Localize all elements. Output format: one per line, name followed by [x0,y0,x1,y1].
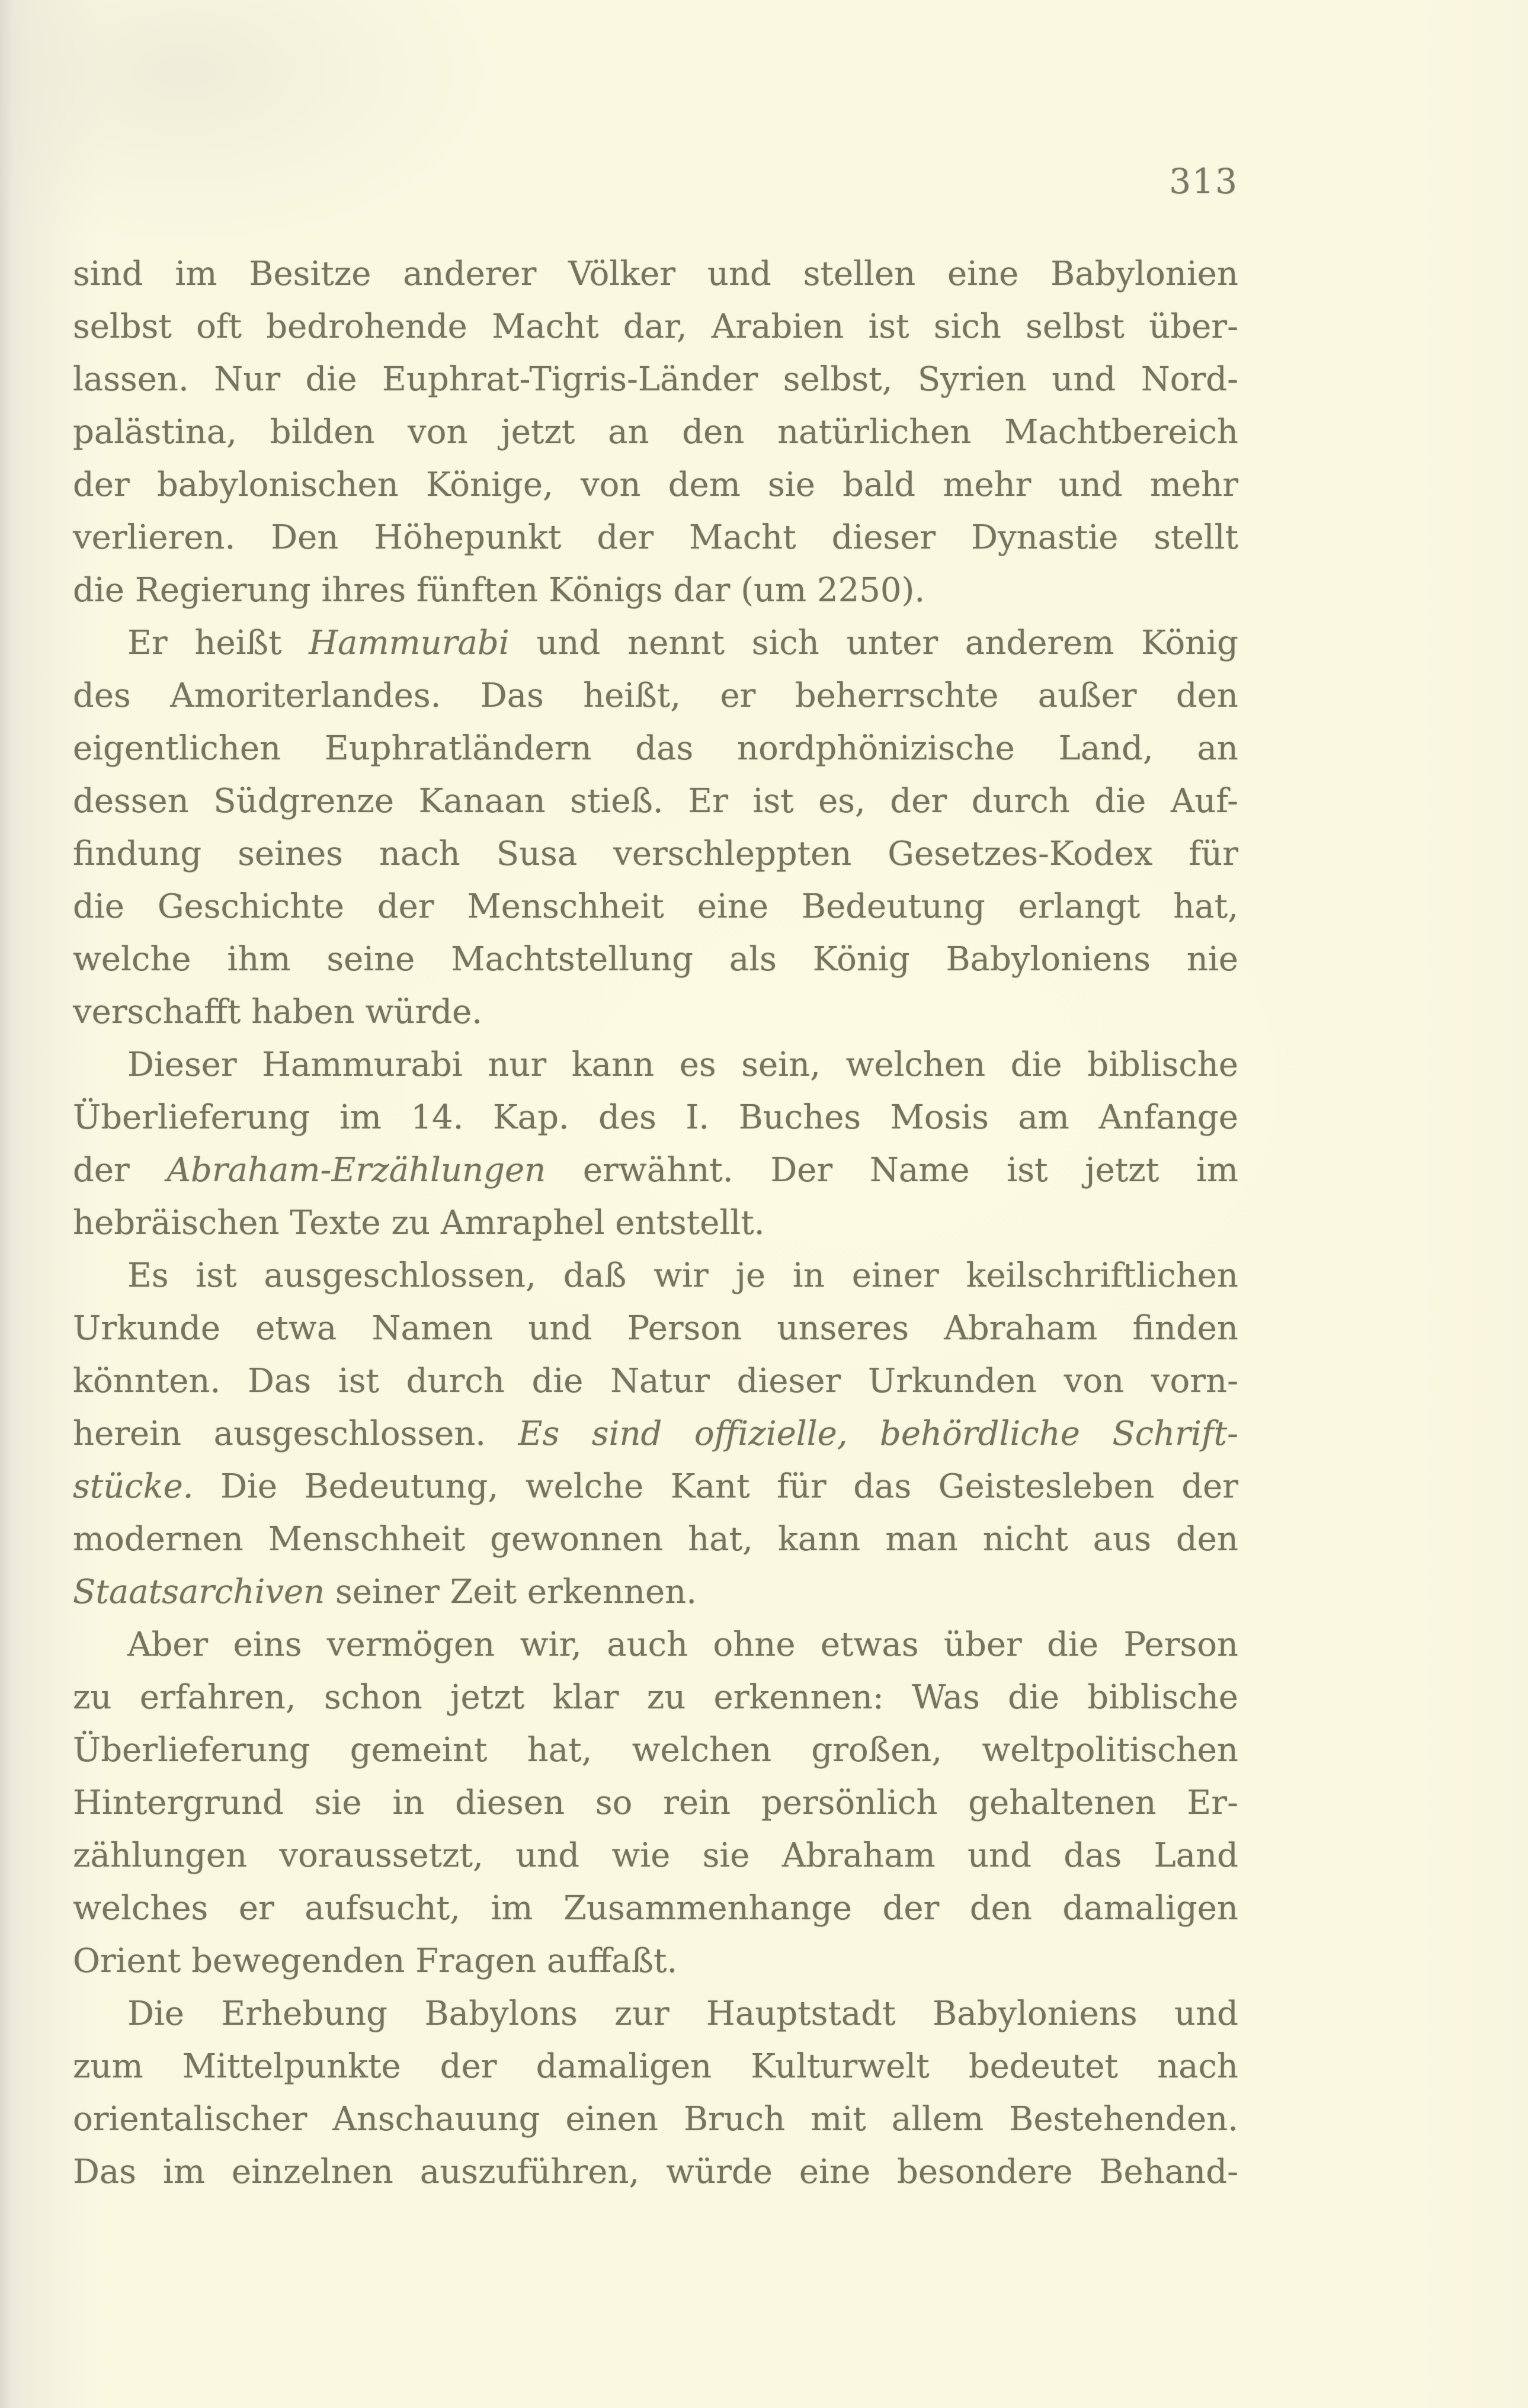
text-block [73,248,1238,2198]
text-segment: Überlieferung gemeint hat, welchen großen, weltpolitischen [73,1731,1238,1769]
text-line [73,722,1238,775]
text-line [73,300,1238,353]
page-number: 313 [1169,161,1238,201]
text-segment: die Geschichte der Menschheit eine Bedeutung erlangt hat, [73,887,1238,926]
text-segment: und nennt sich unter anderem König [509,624,1239,662]
text-segment: orientalischer Anschauung einen Bruch mit allem Bestehenden. [73,2100,1238,2138]
text-line [73,353,1238,406]
text-line [73,1513,1238,1566]
text-segment: Aber eins vermögen wir, auch ohne etwas über die Person [127,1625,1238,1664]
text-line [73,933,1238,986]
text-line [73,1197,1238,1249]
text-segment: Das im einzelnen auszuführen, würde eine besondere Behand- [73,2153,1238,2191]
text-line [73,1460,1238,1513]
text-line [73,880,1238,933]
text-segment: Hintergrund sie in diesen so rein persönlich gehaltenen Er- [73,1784,1238,1822]
text-line [73,458,1238,511]
text-segment: erwähnt. Der Name ist jetzt im [546,1151,1239,1189]
text-segment: könnten. Das ist durch die Natur dieser Urkunden von vorn- [73,1362,1238,1400]
text-segment: des Amoriterlandes. Das heißt, er beherrschte außer den [73,676,1238,715]
text-line [73,1829,1238,1882]
text-line [73,1935,1238,1987]
text-segment-italic: Hammurabi [309,624,510,662]
text-segment: Die Erhebung Babylons zur Hauptstadt Babyloniens und [127,1995,1238,2033]
text-line [73,1038,1238,1091]
text-segment: Es ist ausgeschlossen, daß wir je in einer keilschriftlichen [127,1256,1238,1295]
text-line [73,775,1238,828]
text-line [73,1355,1238,1407]
text-line [73,511,1238,564]
text-segment: Orient bewegenden Fragen auffaßt. [73,1942,678,1980]
text-segment: palästina, bilden von jetzt an den natürlichen Machtbereich [73,413,1238,451]
text-segment: findung seines nach Susa verschleppten Gesetzes-Kodex für [73,835,1238,873]
text-line [73,1144,1238,1197]
text-segment: Urkunde etwa Namen und Person unseres Abraham finden [73,1309,1238,1348]
text-segment: verschafft haben würde. [73,993,483,1031]
text-line [73,2146,1238,2198]
text-line [73,1302,1238,1355]
text-line [73,1091,1238,1144]
text-line [73,1724,1238,1777]
text-segment: Überlieferung im 14. Kap. des I. Buches Mosis am Anfange [73,1098,1238,1137]
text-line [73,1987,1238,2040]
text-segment: selbst oft bedrohende Macht dar, Arabien ist sich selbst über- [73,307,1238,346]
text-segment-italic: Es sind offizielle, behördliche Schrift- [518,1415,1239,1453]
text-segment: seiner Zeit erkennen. [325,1573,697,1611]
text-line [73,1407,1238,1460]
text-segment: zu erfahren, schon jetzt klar zu erkennen: Was die biblische [73,1678,1238,1717]
text-segment: hebräischen Texte zu Amraphel entstellt. [73,1204,765,1242]
text-segment: der [73,1151,167,1189]
text-line [73,406,1238,458]
text-line [73,1671,1238,1724]
text-line [73,828,1238,880]
text-segment: Er heißt [127,624,309,662]
text-segment: modernen Menschheit gewonnen hat, kann man nicht aus den [73,1520,1238,1559]
text-line [73,1566,1238,1618]
text-segment-italic: Staatsarchiven [73,1573,325,1611]
text-line [73,2040,1238,2093]
text-segment: eigentlichen Euphratländern das nordphönizische Land, an [73,729,1238,768]
text-segment: Die Bedeutung, welche Kant für das Geistesleben der [193,1467,1238,1506]
text-segment: welches er aufsucht, im Zusammenhange der den damaligen [73,1889,1238,1928]
text-line [73,617,1238,669]
text-line [73,1882,1238,1935]
text-segment: lassen. Nur die Euphrat-Tigris-Länder selbst, Syrien und Nord- [73,360,1238,399]
text-segment: der babylonischen Könige, von dem sie bald mehr und mehr [73,466,1238,504]
text-line [73,2093,1238,2146]
text-segment: zum Mittelpunkte der damaligen Kulturwelt bedeutet nach [73,2047,1238,2086]
text-line [73,986,1238,1038]
text-segment: verlieren. Den Höhepunkt der Macht dieser Dynastie stellt [73,518,1238,557]
text-line [73,1249,1238,1302]
text-segment: welche ihm seine Machtstellung als König Babyloniens nie [73,940,1238,979]
text-segment-italic: stücke. [73,1467,194,1506]
text-line [73,1618,1238,1671]
text-line [73,669,1238,722]
text-segment: Dieser Hammurabi nur kann es sein, welchen die biblische [127,1046,1238,1084]
text-line [73,1777,1238,1829]
text-segment-italic: Abraham-Erzählungen [166,1151,546,1189]
text-segment: die Regierung ihres fünften Königs dar (um 2250). [73,571,925,610]
text-segment: herein ausgeschlossen. [73,1415,518,1453]
text-segment: dessen Südgrenze Kanaan stieß. Er ist es, der durch die Auf- [73,782,1238,820]
text-line [73,248,1238,300]
text-segment: sind im Besitze anderer Völker und stellen eine Babylonien [73,255,1238,293]
text-segment: zählungen voraussetzt, und wie sie Abraham und das Land [73,1836,1238,1875]
text-line [73,564,1238,617]
